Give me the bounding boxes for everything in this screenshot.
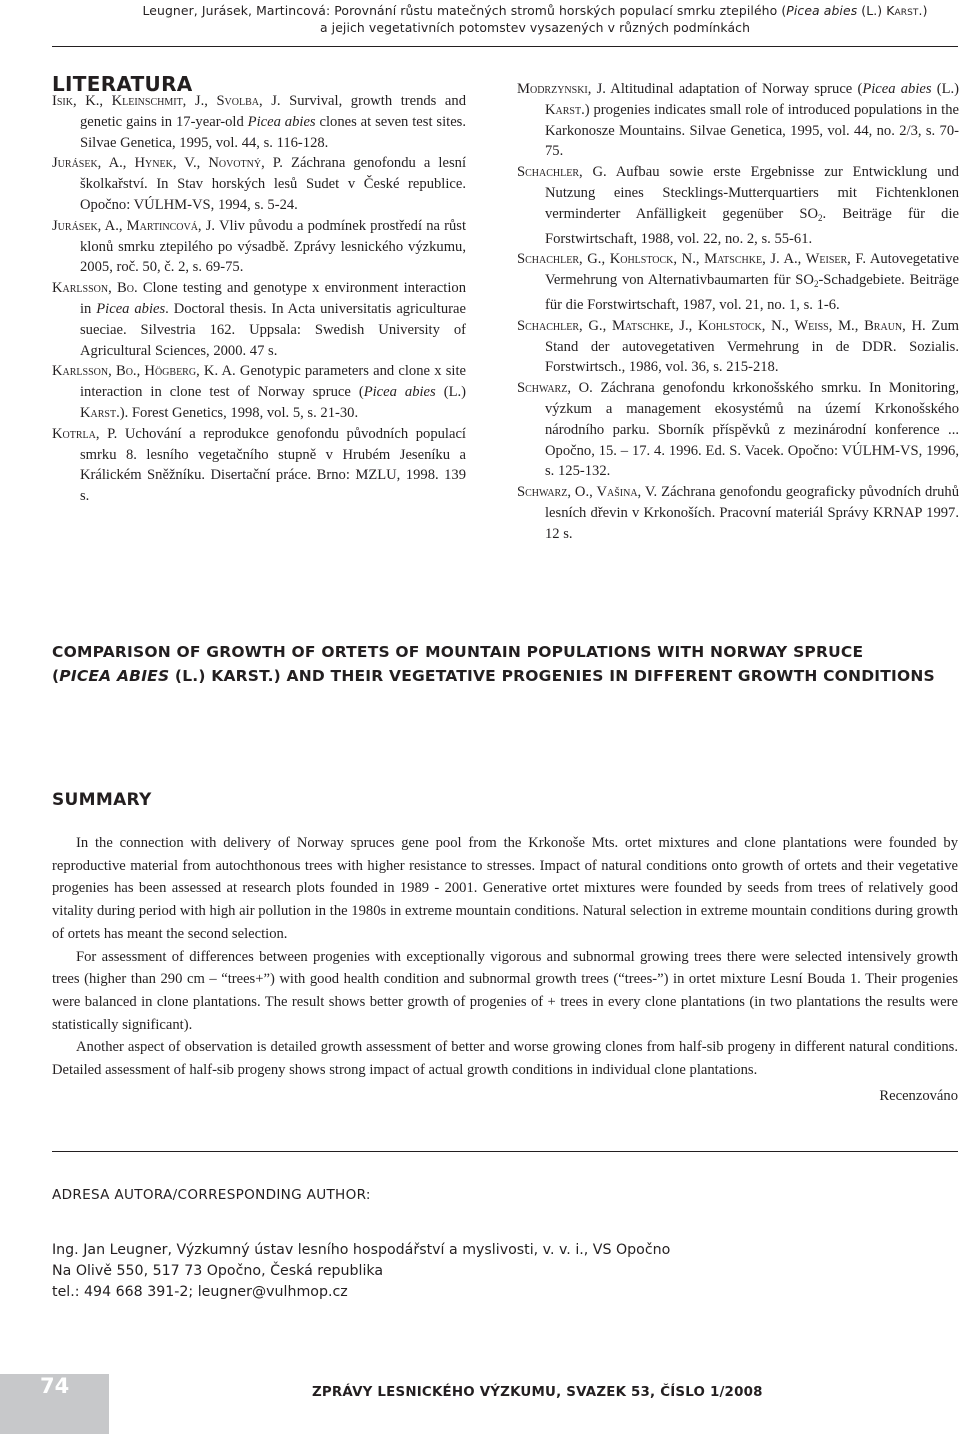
reference-authors: Karlsson, Bo.	[52, 280, 138, 297]
running-header-line-1	[120, 3, 950, 18]
reference-author-abbrev: Karst.	[80, 404, 120, 421]
summary-heading: SUMMARY	[52, 790, 152, 810]
reference-text: Uchování a reprodukce genofondu původních populací smrku 8. lesního vegetačního stupně v Hrubém Jeseníku a Králickém Sněžníku. Disertační práce. Brno: MZLU, 1998. 139 s.	[80, 425, 466, 505]
reference-kotrla	[52, 424, 466, 507]
reference-text: clones at seven test sites. Silvae Genetica, 1995, vol. 44, s. 116-128.	[80, 113, 466, 151]
reference-text: Autovegetative Vermehrung von Alternativbaumarten für SO	[545, 251, 959, 289]
title-species: PICEA ABIES	[59, 667, 170, 685]
address-line-2: Na Olivě 550, 517 73 Opočno, Česká republika	[52, 1263, 384, 1279]
reference-schwarz-1997	[517, 482, 959, 544]
reference-karlsson-2000	[52, 278, 466, 361]
reference-species: Picea abies	[862, 81, 932, 97]
journal-footer: ZPRÁVY LESNICKÉHO VÝZKUMU, SVAZEK 53, ČÍSLO 1/2008	[312, 1385, 763, 1400]
reference-text: Aufbau sowie erste Ergebnisse zur Entwicklung und Nutzung eines Stecklings-Mutterquartiers mit Fichtenklonen verminderter Anfälligkeit gegenüber SO	[545, 164, 959, 222]
summary-paragraph-3: Another aspect of observation is detailed growth assessment of better and worse growing clones from half-sib progeny in different natural conditions. Detailed assessment of half-sib progeny shows strong impact of actual growth conditions in individual clone plantations.	[52, 1039, 958, 1079]
reference-authors: Kotrla, P.	[52, 425, 118, 442]
header-species: Picea abies	[786, 3, 858, 18]
address-heading: ADRESA AUTORA/CORRESPONDING AUTHOR:	[52, 1187, 371, 1203]
reference-text: ) progenies indicates small role of introduced populations in the Karkonosze Mountains. Silvae Genetica, 1995, vol. 44, no. 2/3, s. 70-75.	[545, 101, 959, 160]
english-title-line-1: COMPARISON OF GROWTH OF ORTETS OF MOUNTAIN POPULATIONS WITH NORWAY SPRUCE	[52, 643, 864, 661]
reference-authors: Jurásek, A., Hynek, V., Novotný, P.	[52, 155, 283, 172]
reference-jurasek-2005	[52, 216, 466, 278]
summary-paragraph-1: In the connection with delivery of Norway spruces gene pool from the Krkonoše Mts. ortet mixtures and clone plantations were founded by reproductive material from autochthonous trees with higher resistance to stresses. Impact of natural conditions onto growth of ortets and their vegetative progenies has been assessed at research plots founded in 1989 - 2001. Generative ortet mixtures were founded by seeds from trees of relatively good vitality during period with high air pollution in the 1980s in extreme mountain conditions. Natural selection in extreme mountain conditions during growth of ortets has meant the second selection.	[52, 835, 958, 942]
reference-species: Picea abies	[363, 384, 436, 401]
reference-karlsson-1998	[52, 361, 466, 423]
reference-authors: Jurásek, A., Martincová, J.	[52, 217, 216, 234]
reference-text: Altitudinal adaptation of Norway spruce (	[605, 81, 863, 97]
reference-schachler-1988	[517, 162, 959, 249]
reference-text: . Doctoral thesis. In Acta universitatis agriculturae sueciae. Silvestria 162. Uppsala: Swedish University of Agricultural Sciences, 2000. 47 s.	[80, 300, 466, 359]
summary-paragraph-2: For assessment of differences between progenies with exceptionally vigorous and subnormal growing trees there were selected intensively growth trees (higher than 290 cm – “trees+”) with good health condition and subnormal growth trees (“trees-”) in ortet mixture Lesní Bouda 1. Their progenies were balanced in clone plantations. The result shows better growth of progenies of + trees in every clone plantations (in two plantations the results were statistically significant).	[52, 948, 958, 1033]
reference-text: Survival, growth trends and genetic gains in 17-year-old	[80, 93, 466, 130]
header-text: (L.)	[857, 3, 887, 18]
reference-authors: Schachler, G., Kohlstock, N., Matschke, J. A., Weiser, F.	[517, 251, 867, 268]
header-rule	[52, 46, 958, 47]
reference-text: Genotypic parameters and clone x site interaction in clone test of Norway spruce (	[80, 363, 466, 401]
references-left-column	[52, 91, 466, 507]
summary-body	[52, 832, 958, 1082]
reference-authors: Karlsson, Bo., Högberg, K. A.	[52, 363, 236, 380]
reference-authors: Schwarz, O.	[517, 380, 593, 397]
reference-species: Picea abies	[247, 113, 316, 130]
address-line-3: tel.: 494 668 391-2; leugner@vulhmop.cz	[52, 1284, 348, 1300]
reference-author-abbrev: Karst.	[545, 101, 585, 118]
running-header-line-2: a jejich vegetativních potomstev vysazených v různých podmínkách	[319, 20, 751, 35]
reference-text: -Schadgebiete. Beiträge für die Forstwirtschaft, 1987, vol. 21, no. 1, s. 1-6.	[545, 272, 959, 313]
title-text: (	[52, 667, 60, 685]
reference-authors: Schachler, G.	[517, 164, 607, 181]
address-line-1: Ing. Jan Leugner, Výzkumný ústav lesního hospodářství a myslivosti, v. v. i., VS Opočno	[52, 1242, 671, 1258]
title-text: (L.) KARST.) AND THEIR VEGETATIVE PROGENIES IN DIFFERENT GROWTH CONDITIONS	[169, 667, 935, 685]
reference-authors: Schachler, G., Matschke, J., Kohlstock, N., Weiss, M., Braun, H.	[517, 317, 926, 334]
reviewed-note: Recenzováno	[879, 1088, 958, 1104]
header-text: Leugner, Jurásek, Martincová: Porovnání růstu matečných stromů horských populací smrku ztepilého (	[142, 3, 787, 18]
header-author-abbrev: Karst.	[886, 3, 923, 18]
header-text: )	[922, 3, 928, 18]
reference-text: . Beiträge für die Forstwirtschaft, 1988, vol. 22, no. 2, s. 55-61.	[545, 205, 960, 247]
reference-modrzynski	[517, 79, 959, 162]
reference-text: (L.)	[931, 81, 960, 97]
reference-schachler-1987	[517, 249, 959, 315]
reference-text: Záchrana genofondu geograficky původních druhů lesních dřevin v Krkonoších. Pracovní materiál Správy KRNAP 1997. 12 s.	[545, 484, 959, 542]
english-title	[52, 640, 958, 688]
literature-heading: LITERATURA	[52, 72, 193, 96]
english-title-line-2	[52, 664, 958, 688]
page-number: 74	[40, 1374, 70, 1398]
reference-text: Vliv původu a podmínek prostředí na růst klonů smrku ztepilého po výsadbě. Zprávy lesnického výzkumu, 2005, roč. 50, č. 2, s. 69-75.	[80, 217, 467, 276]
reference-authors: Modrzynski, J.	[517, 81, 606, 97]
reference-jurasek-1994	[52, 153, 466, 215]
author-address	[52, 1240, 670, 1303]
reference-schachler-1986	[517, 316, 959, 378]
reference-isik	[52, 91, 466, 153]
reference-text: Clone testing and genotype x environment interaction in	[80, 280, 466, 317]
subscript: 2	[818, 212, 823, 223]
references-right-column	[517, 79, 959, 545]
reference-text: Zum Stand der autovegetativen Vermehrung in de DDR. Sozialis. Forstwirtsch., 1986, vol. 36, s. 215-218.	[545, 317, 959, 376]
running-header	[0, 0, 960, 46]
subscript: 2	[813, 279, 819, 290]
reference-schwarz-1996	[517, 378, 959, 482]
reference-text: (L.)	[435, 384, 466, 401]
reference-text: Záchrana genofondu a lesní školkařství. In Stav horských lesů Sudet v České republice. Opočno: VÚLHM-VS, 1994, s. 5-24.	[80, 155, 466, 213]
reference-text: Záchrana genofondu krkonošského smrku. In Monitoring, výzkum a management ekosystémů na území Krkonošského národního parku. Sborník příspěvků z mezinárodní konference ... Opočno, 15. – 17. 4. 1996. Ed. S. Vacek. Opočno: VÚLHM-VS, 1996, s. 125-132.	[545, 380, 960, 480]
reference-authors: Schwarz, O., Vašina, V.	[517, 484, 658, 501]
section-rule	[52, 1151, 958, 1152]
reference-authors: Isik, K., Kleinschmit, J., Svolba, J.	[52, 93, 281, 109]
reference-text: ). Forest Genetics, 1998, vol. 5, s. 21-30.	[119, 404, 359, 421]
reference-species: Picea abies	[96, 300, 166, 317]
